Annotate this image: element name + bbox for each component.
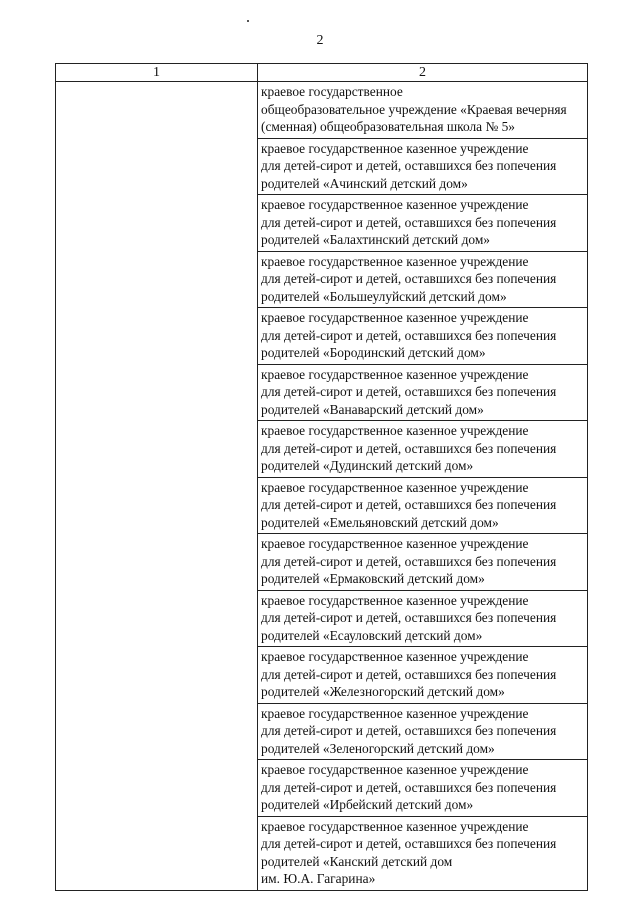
institution-cell — [258, 760, 588, 817]
institution-text-line: родителей «Зеленогорский детский дом» — [261, 740, 495, 756]
document-table — [55, 63, 588, 891]
institution-text-line: родителей «Ванаварский детский дом» — [261, 401, 484, 417]
column-header-1: 1 — [56, 64, 258, 82]
institution-cell — [258, 477, 588, 534]
institution-text-line: родителей «Балахтинский детский дом» — [261, 232, 490, 247]
scan-speck — [247, 20, 249, 22]
institution-text-line: им. Ю.А. Гагарина» — [261, 871, 376, 886]
institution-text-line: для детей-сирот и детей, оставшихся без попечения — [261, 214, 557, 230]
institution-text-line: краевое государственное казенное учреждение — [261, 592, 529, 608]
institution-cell — [258, 647, 588, 704]
institution-cell — [258, 816, 588, 890]
institution-text-line: краевое государственное казенное учреждение — [261, 649, 529, 664]
table-row — [56, 82, 588, 139]
institution-text-line: краевое государственное казенное учреждение — [261, 310, 529, 325]
institution-text-line: краевое государственное казенное учреждение — [261, 818, 529, 834]
institution-cell — [258, 308, 588, 365]
table-header-row — [56, 64, 588, 82]
page-number: 2 — [316, 33, 324, 48]
institution-cell — [258, 534, 588, 591]
institution-text-line: краевое государственное казенное учреждение — [261, 253, 529, 269]
institution-text-line: для детей-сирот и детей, оставшихся без попечения — [261, 723, 557, 738]
institution-text-line: общеобразовательное учреждение «Краевая вечерняя — [261, 101, 567, 117]
institution-text-line: краевое государственное казенное учреждение — [261, 536, 529, 551]
institution-cell — [258, 421, 588, 478]
institution-text-line: родителей «Канский детский дом — [261, 853, 453, 869]
institution-cell — [258, 590, 588, 647]
institution-text-line: для детей-сирот и детей, оставшихся без попечения — [261, 271, 557, 286]
institution-text-line: родителей «Ирбейский детский дом» — [261, 797, 474, 812]
institution-text-line: краевое государственное казенное учреждение — [261, 705, 529, 721]
institution-text-line: краевое государственное казенное учреждение — [261, 423, 529, 438]
institution-text-line: (сменная) общеобразовательная школа № 5» — [261, 119, 515, 134]
institution-text-line: родителей «Дудинский детский дом» — [261, 458, 474, 473]
institution-cell — [258, 82, 588, 139]
institution-text-line: для детей-сирот и детей, оставшихся без попечения — [261, 666, 557, 682]
institution-cell — [258, 703, 588, 760]
institution-text-line: краевое государственное казенное учреждение — [261, 140, 529, 156]
institution-cell — [258, 195, 588, 252]
institution-text-line: для детей-сирот и детей, оставшихся без попечения — [261, 553, 557, 569]
institution-text-line: родителей «Ермаковский детский дом» — [261, 571, 485, 586]
institution-text-line: краевое государственное казенное учреждение — [261, 762, 529, 777]
institution-cell — [258, 138, 588, 195]
institution-text-line: для детей-сирот и детей, оставшихся без попечения — [261, 779, 557, 795]
institution-text-line: для детей-сирот и детей, оставшихся без попечения — [261, 384, 557, 399]
institution-text-line: родителей «Большеулуйский детский дом» — [261, 288, 507, 304]
institution-text-line: для детей-сирот и детей, оставшихся без попечения — [261, 440, 557, 456]
institution-text-line: краевое государственное казенное учреждение — [261, 197, 529, 212]
institution-text-line: краевое государственное казенное учреждение — [261, 479, 529, 495]
institution-text-line: для детей-сирот и детей, оставшихся без попечения — [261, 497, 557, 512]
institution-text-line: родителей «Ачинский детский дом» — [261, 175, 468, 191]
institution-text-line: для детей-сирот и детей, оставшихся без попечения — [261, 836, 557, 851]
institution-text-line: краевое государственное казенное учреждение — [261, 366, 529, 382]
institution-text-line: для детей-сирот и детей, оставшихся без попечения — [261, 327, 557, 343]
institution-text-line: родителей «Железногорский детский дом» — [261, 684, 505, 699]
institution-cell — [258, 364, 588, 421]
column-1-cell — [56, 82, 258, 891]
institution-text-line: родителей «Емельяновский детский дом» — [261, 514, 499, 530]
column-header-2: 2 — [258, 64, 588, 82]
institution-cell — [258, 251, 588, 308]
institution-text-line: родителей «Бородинский детский дом» — [261, 345, 486, 360]
institution-text-line: для детей-сирот и детей, оставшихся без попечения — [261, 610, 557, 625]
institution-text-line: краевое государственное — [261, 84, 403, 99]
institution-text-line: родителей «Есауловский детский дом» — [261, 627, 483, 643]
institution-text-line: для детей-сирот и детей, оставшихся без попечения — [261, 158, 557, 173]
